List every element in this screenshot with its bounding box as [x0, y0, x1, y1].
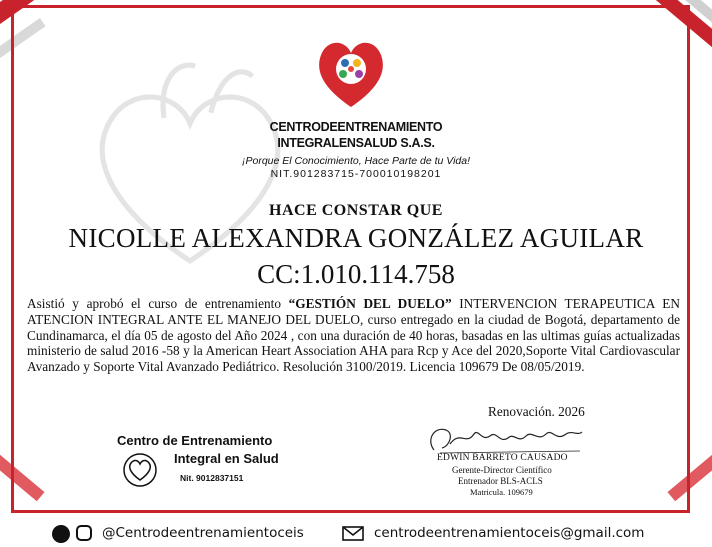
- recipient-name: NICOLLE ALEXANDRA GONZÁLEZ AGUILAR: [68, 223, 644, 253]
- organization-stamp: [112, 430, 302, 500]
- stamp-line2: Integral en Salud: [174, 451, 279, 466]
- signer-role: Gerente-Director Científico: [452, 465, 552, 475]
- stamp-line1: Centro de Entrenamiento: [117, 433, 273, 448]
- certificate-heading: HACE CONSTAR QUE: [269, 202, 443, 219]
- signer-name: EDWIN BARRETO CAUSADO: [437, 453, 568, 463]
- org-motto: ¡Porque El Conocimiento, Hace Parte de tu Vida!: [241, 155, 471, 167]
- renewal-text: Renovación. 2026: [488, 404, 585, 419]
- recipient-id: CC:1.010.114.758: [257, 259, 455, 289]
- organization-logo: [313, 33, 389, 113]
- email-link[interactable]: centrodeentrenamientoceis@gmail.com: [374, 525, 645, 541]
- org-nit: NIT.901283715-700010198201: [270, 168, 442, 180]
- social-handle[interactable]: @Centrodeentrenamientoceis: [102, 525, 304, 541]
- stamp-heart-icon: [122, 452, 158, 488]
- instagram-icon[interactable]: [76, 525, 92, 541]
- certificate-body: [27, 296, 680, 375]
- signer-role-2: Entrenador BLS-ACLS: [458, 476, 543, 486]
- course-title: “GESTIÓN DEL DUELO”: [288, 296, 452, 311]
- signer-registration: Matricula. 109679: [470, 487, 533, 497]
- footer: [0, 520, 712, 547]
- org-name-line2: INTEGRALENSALUD S.A.S.: [277, 136, 435, 150]
- org-name-line1: CENTRODEENTRENAMIENTO: [269, 120, 443, 134]
- stamp-nit: Nit. 9012837151: [180, 473, 244, 483]
- body-intro: Asistió y aprobó el curso de entrenamiento: [27, 296, 289, 311]
- body-details: INTERVENCION TERAPEUTICA EN ATENCION INTEGRAL ANTE EL MANEJO DEL DUELO, curso entregado en la ciudad de Bogotá, departamento de Cundinamarca, el día 05 de agosto del Año 2024 , con una duración de 40 horas, basadas en las ultimas guías actualizadas ministerio de salud 2016 -58 y la American Heart Association AHA para Rcp y Ace del 2020,Soporte Vital Cardiovascular Avanzado y Soporte Vital Avanzado Pediátrico. Resolución 3100/2019. Licencia 109679 De 08/05/2019.: [27, 296, 680, 375]
- facebook-icon[interactable]: [52, 525, 70, 543]
- mail-icon: [342, 526, 364, 541]
